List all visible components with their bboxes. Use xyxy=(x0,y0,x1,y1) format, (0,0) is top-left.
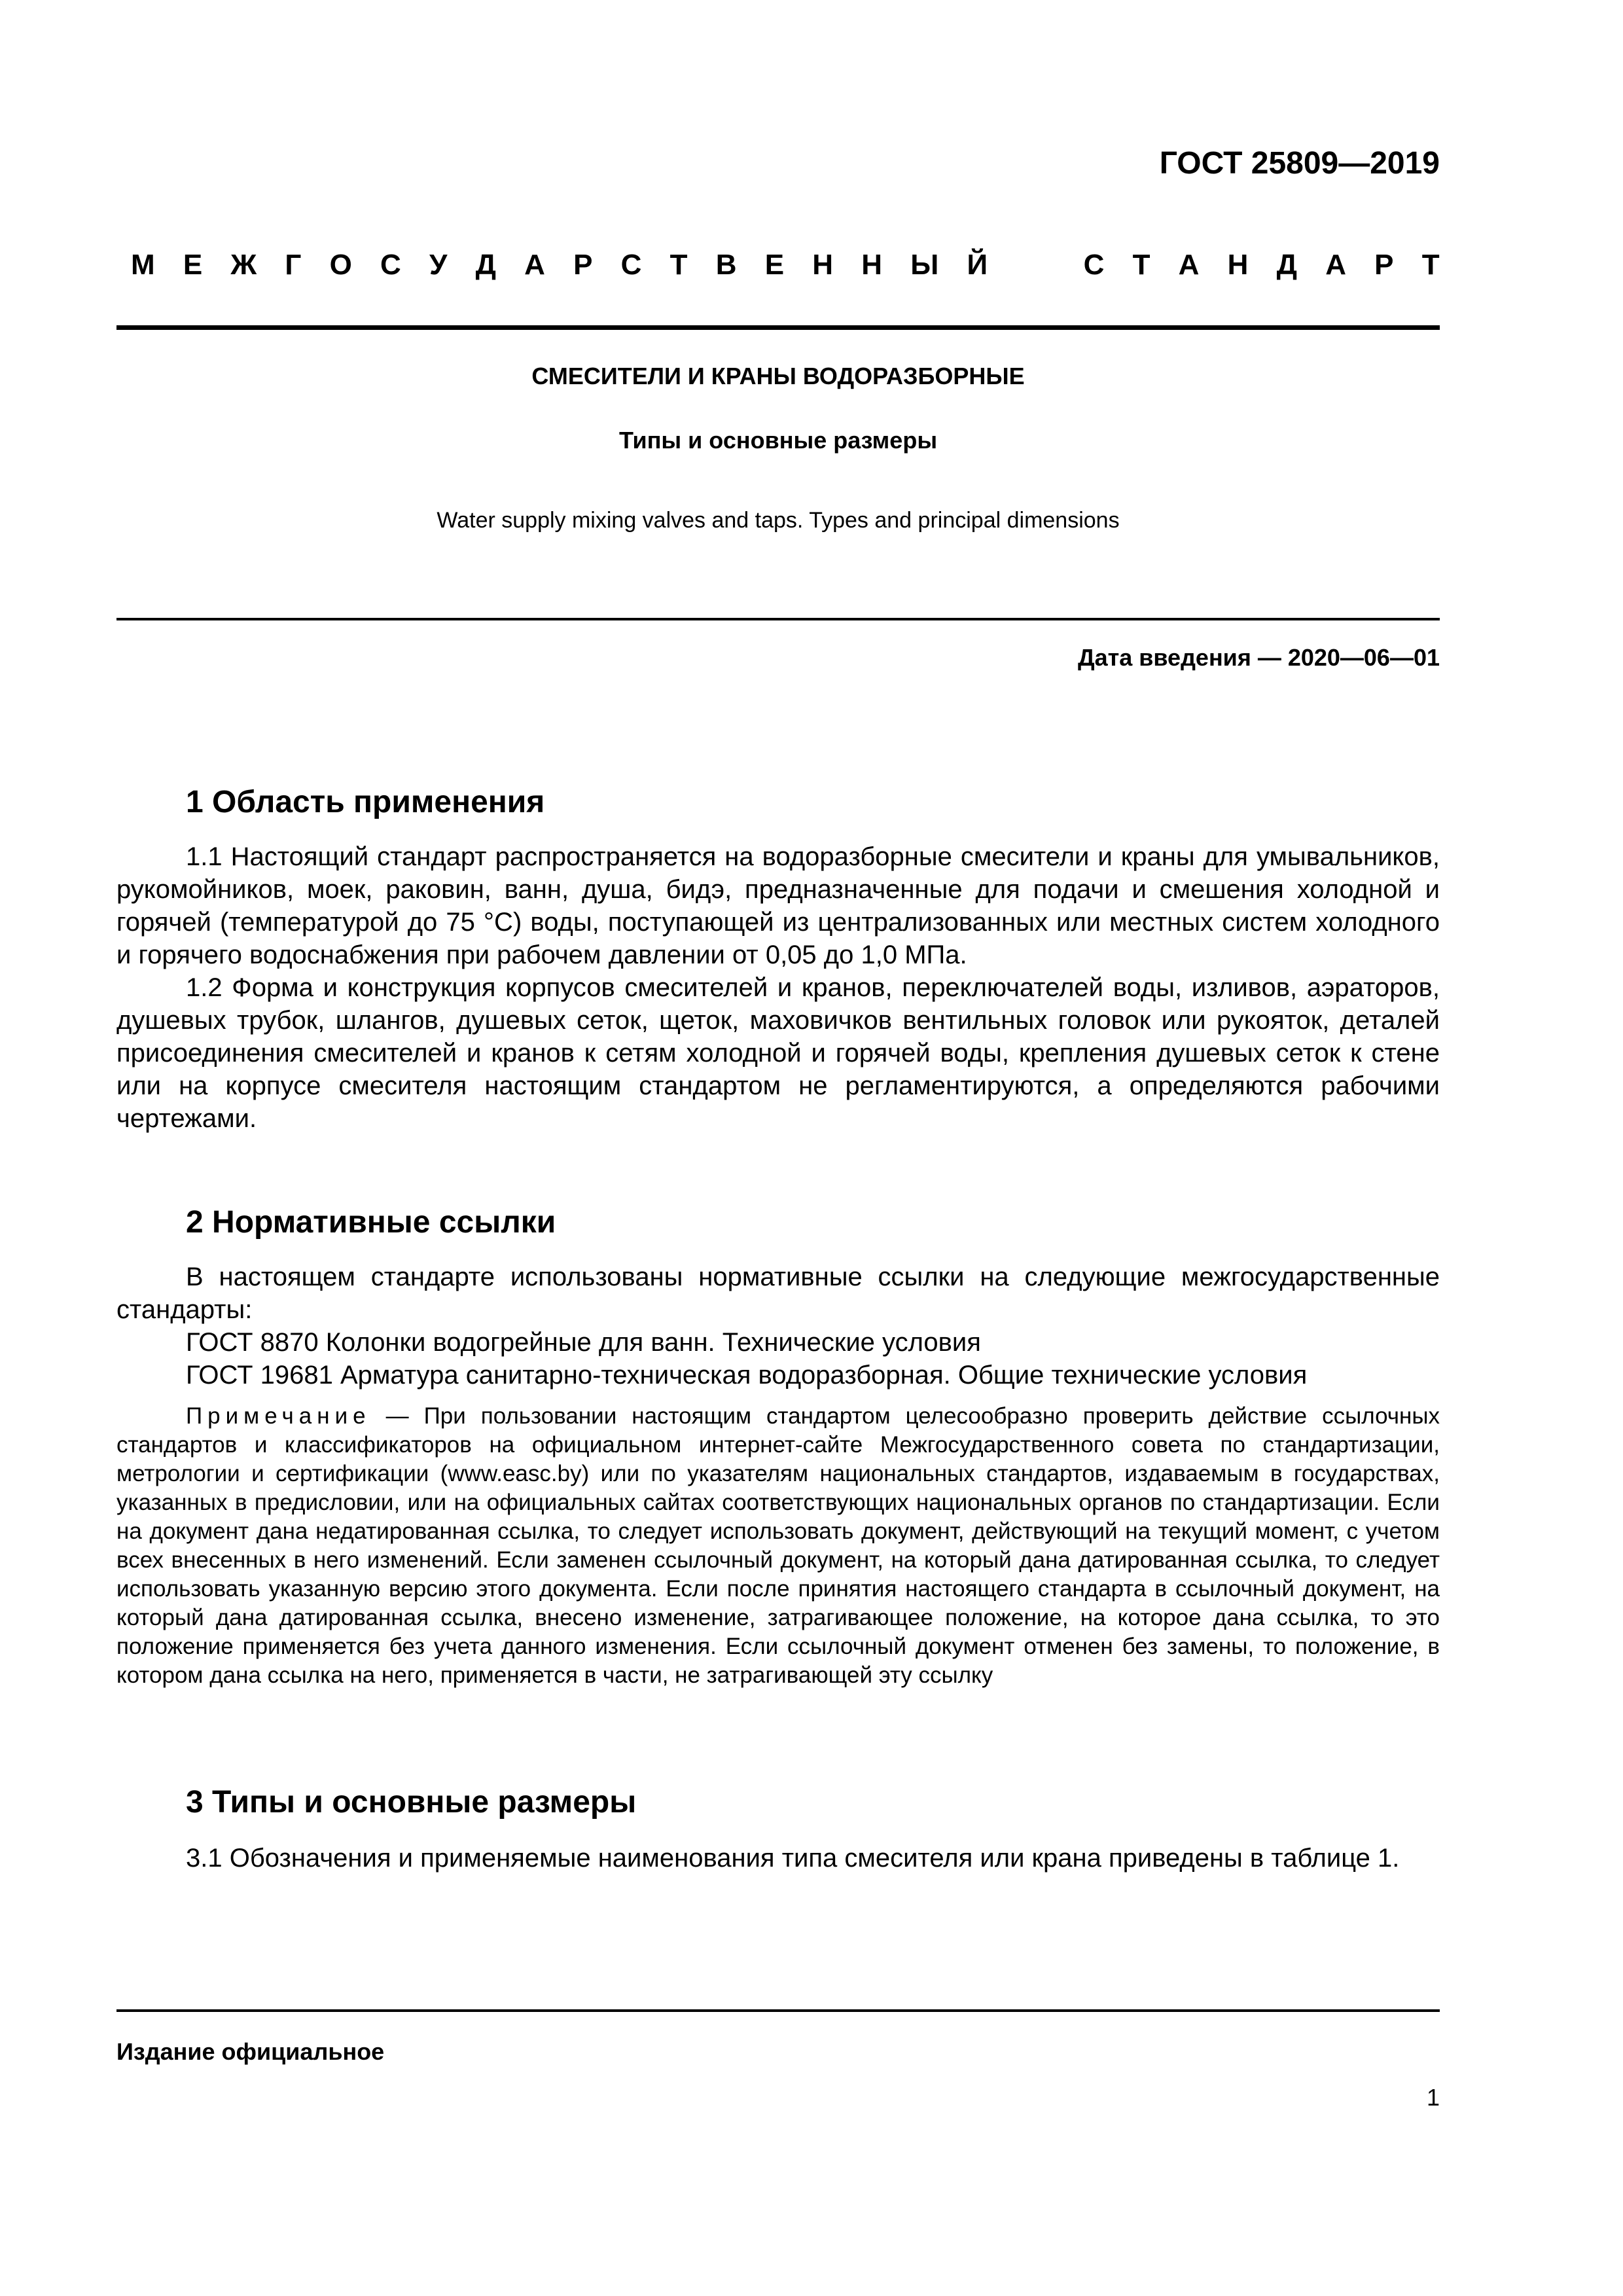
interstate-letter: Н xyxy=(861,249,883,281)
paragraph-1-2 xyxy=(116,971,1440,1135)
official-edition-label: Издание официальное xyxy=(116,2038,385,2065)
page-number: 1 xyxy=(1426,2084,1440,2111)
interstate-letter: В xyxy=(715,249,737,281)
standard-letter: А xyxy=(1325,249,1346,281)
paragraph-2-intro-text: В настоящем стандарте использованы нормативные ссылки на следующие межгосударственные стандарты: xyxy=(116,1263,1440,1324)
document-subtitle: Типы и основные размеры xyxy=(618,427,938,454)
interstate-letter: А xyxy=(524,249,545,281)
section-1-title: 1 Область применения xyxy=(186,785,545,819)
paragraph-1-2-text: 1.2 Форма и конструкция корпусов смесителей и кранов, переключателей воды, изливов, аэраторов, душевых трубок, шлангов, душевых сеток, щеток, маховичков вентильных головок или рукояток, деталей присоединения смесителей и кранов к сетям холодной и горячей воды, крепления душевых сеток к стене или на корпусе смесителя настоящим стандартом не регламентируются, а определяются рабочими чертежами. xyxy=(116,973,1440,1133)
reference-gost-8870: ГОСТ 8870 Колонки водогрейные для ванн. Технические условия xyxy=(186,1328,981,1357)
note-text: — При пользовании настоящим стандартом целесообразно проверить действие ссылочных стандартов и классификаторов на официальном интернет-сайте Межгосударственного совета по стандартизации, метрологии и сертификации (www.easc.by) или по указателям национальных стандартов, издаваемым в государствах, указанных в предисловии, или на официальных сайтах соответствующих национальных органов по стандартизации. Если на документ дана недатированная ссылка, то следует использовать документ, действующий на текущий момент, с учетом всех внесенных в него изменений. Если заменен ссылочный документ, на который дана датированная ссылка, то следует использовать указанную версию этого документа. Если после принятия настоящего стандарта в ссылочный документ, на который дана датированная ссылка, внесено изменение, затрагивающее положение, на которое дана ссылка, то это положение применяется без учета данного изменения. Если ссылочный документ отменен без замены, то положение, в котором дана ссылка на него, применяется в части, не затрагивающей эту ссылку xyxy=(116,1403,1440,1688)
paragraph-1-1-text: 1.1 Настоящий стандарт распространяется на водоразборные смесители и краны для умывальников, рукомойников, моек, раковин, ванн, душа, бидэ, предназначенные для подачи и смешения холодной и горячей (температурой до 75 °С) воды, поступающей из централизованных или местных систем холодного и горячего водоснабжения при рабочем давлении от 0,05 до 1,0 МПа. xyxy=(116,842,1440,969)
note-block xyxy=(116,1402,1440,1690)
introduction-date: Дата введения — 2020—06—01 xyxy=(1077,644,1440,671)
standard-number: ГОСТ 25809—2019 xyxy=(1159,146,1440,181)
standard-letter: Т xyxy=(1421,249,1440,281)
interstate-letter: Г xyxy=(285,249,302,281)
footer-divider xyxy=(116,2009,1440,2012)
reference-gost-19681: ГОСТ 19681 Арматура санитарно-техническая водоразборная. Общие технические условия xyxy=(186,1361,1308,1390)
paragraph-1-1 xyxy=(116,840,1440,971)
interstate-letter: М xyxy=(131,249,155,281)
title-divider xyxy=(116,618,1440,620)
interstate-letter: У xyxy=(429,249,448,281)
interstate-letter: Й xyxy=(967,249,988,281)
standard-letter: С xyxy=(1083,249,1105,281)
interstate-letter: С xyxy=(380,249,401,281)
interstate-letter: Д xyxy=(475,249,496,281)
standard-letter: Н xyxy=(1227,249,1249,281)
interstate-letter: Ы xyxy=(910,249,939,281)
interstate-letter: Ж xyxy=(230,249,257,281)
interstate-letter: Т xyxy=(669,249,688,281)
interstate-letter: О xyxy=(329,249,352,281)
paragraph-3-1: 3.1 Обозначения и применяемые наименования типа смесителя или крана приведены в таблице 1. xyxy=(186,1844,1400,1873)
document-title: СМЕСИТЕЛИ И КРАНЫ ВОДОРАЗБОРНЫЕ xyxy=(531,363,1025,389)
note-label: Примечание xyxy=(186,1403,371,1429)
document-title-english: Water supply mixing valves and taps. Types and principal dimensions xyxy=(437,508,1120,533)
interstate-letter: Р xyxy=(573,249,593,281)
interstate-letter: Е xyxy=(183,249,203,281)
standard-letter: Д xyxy=(1276,249,1297,281)
standard-letter: А xyxy=(1178,249,1200,281)
interstate-standard-heading xyxy=(131,249,1440,281)
standard-letter: Р xyxy=(1374,249,1394,281)
standard-letter: Т xyxy=(1132,249,1150,281)
interstate-letter: С xyxy=(620,249,642,281)
word-gap xyxy=(1016,249,1055,281)
header-divider xyxy=(116,325,1440,330)
interstate-letter: Е xyxy=(764,249,785,281)
paragraph-2-intro xyxy=(116,1261,1440,1326)
interstate-letter: Н xyxy=(812,249,834,281)
section-3-title: 3 Типы и основные размеры xyxy=(186,1785,637,1820)
section-2-title: 2 Нормативные ссылки xyxy=(186,1205,556,1240)
